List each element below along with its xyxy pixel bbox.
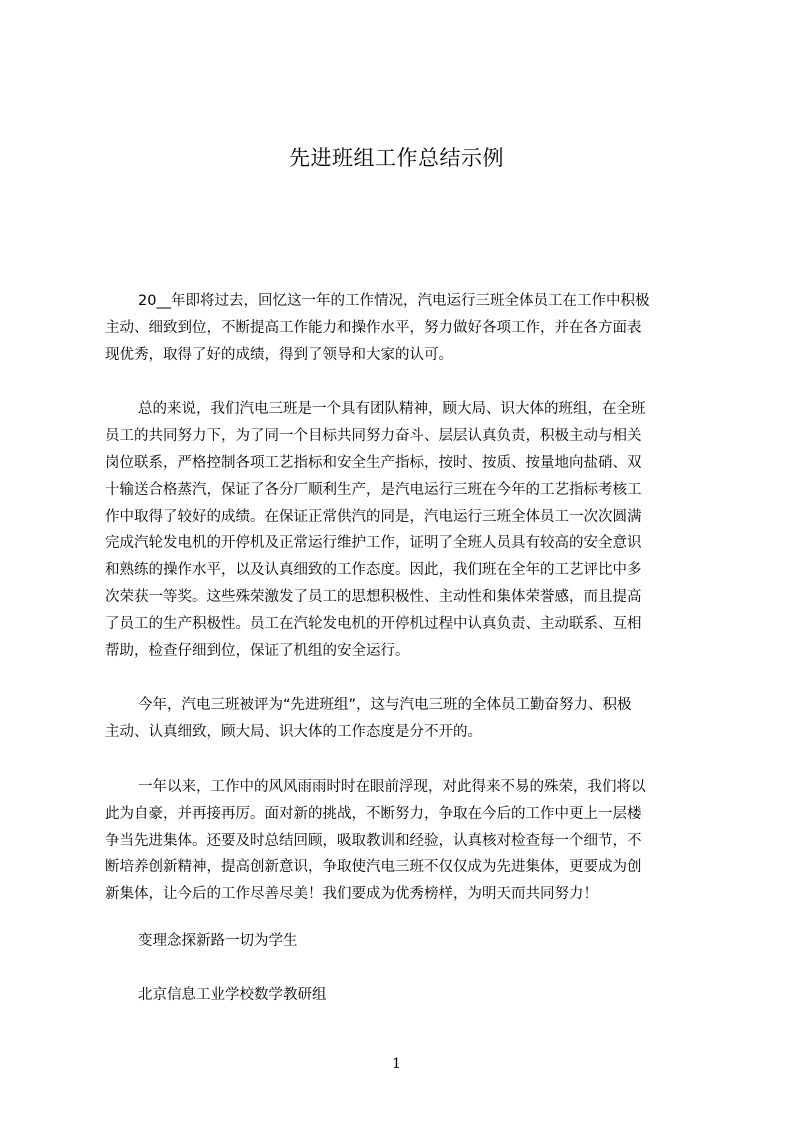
page-number: 1 [392, 1056, 401, 1072]
paragraph-line: 20__年即将过去，回忆这一年的工作情况，汽电运行三班全体员工在工作中积极 [138, 293, 650, 309]
paragraph-line: 完成汽轮发电机的开停机及正常运行维护工作，证明了全班人员具有较高的安全意识 [105, 535, 642, 552]
paragraph-line: 了员工的生产积极性。员工在汽轮发电机的开停机过程中认真负责、主动联系、互相 [105, 615, 642, 632]
document-body [105, 288, 700, 936]
paragraph-3 [105, 692, 700, 746]
paragraph-line: 作中取得了较好的成绩。在保证正常供汽的同是，汽电运行三班全体员工一次次圆满 [105, 508, 642, 525]
paragraph-line: 新集体，让今后的工作尽善尽美！我们要成为优秀榜样，为明天而共同努力！ [105, 886, 598, 903]
paragraph-line: 今年，汽电三班被评为“先进班组”，这与汽电三班的全体员工勤奋努力、积极 [138, 697, 632, 714]
paragraph-line: 和熟练的操作水平，以及认真细致的工作态度。因此，我们班在全年的工艺评比中多 [105, 562, 642, 579]
paragraph-line: 争当先进集体。还要及时总结回顾，吸取教训和经验，认真核对检查每一个细节，不 [105, 832, 642, 849]
paragraph-line: 现优秀，取得了好的成绩，得到了领导和大家的认可。 [105, 346, 453, 363]
paragraph-line: 总的来说，我们汽电三班是一个具有团队精神，顾大局、识大体的班组，在全班 [138, 401, 646, 418]
paragraph-line: 帮助，检查仔细到位，保证了机组的安全运行。 [105, 642, 410, 659]
paragraph-line: 次荣获一等奖。这些殊荣激发了员工的思想积极性、主动性和集体荣誉感，而且提高 [105, 588, 642, 605]
paragraph-line: 主动、细致到位，不断提高工作能力和操作水平，努力做好各项工作，并在各方面表 [105, 319, 642, 336]
paragraph-line: 主动、认真细致，顾大局、识大体的工作态度是分不开的。 [105, 724, 482, 741]
footer-organization: 北京信息工业学校数学教研组 [138, 987, 327, 1003]
paragraph-4 [105, 774, 700, 908]
paragraph-line: 一年以来，工作中的风风雨雨时时在眼前浮现，对此得来不易的殊荣，我们将以 [138, 778, 646, 795]
paragraph-line: 十输送合格蒸汽，保证了各分厂顺利生产，是汽电运行三班在今年的工艺指标考核工 [105, 481, 642, 498]
paragraph-line: 断培养创新精神，提高创新意识，争取使汽电三班不仅仅成为先进集体，更要成为创 [105, 859, 642, 876]
paragraph-2 [105, 396, 700, 664]
paragraph-line: 岗位联系，严格控制各项工艺指标和安全生产指标，按时、按质、按量地向盐硝、双 [105, 454, 642, 471]
footer-slogan: 变理念探新路一切为学生 [138, 933, 298, 949]
paragraph-line: 此为自豪，并再接再厉。面对新的挑战，不断努力，争取在今后的工作中更上一层楼 [105, 805, 642, 822]
paragraph-1 [105, 288, 700, 368]
paragraph-line: 员工的共同努力下，为了同一个目标共同努力奋斗、层层认真负责，积极主动与相关 [105, 428, 642, 445]
document-title: 先进班组工作总结示例 [289, 146, 504, 170]
